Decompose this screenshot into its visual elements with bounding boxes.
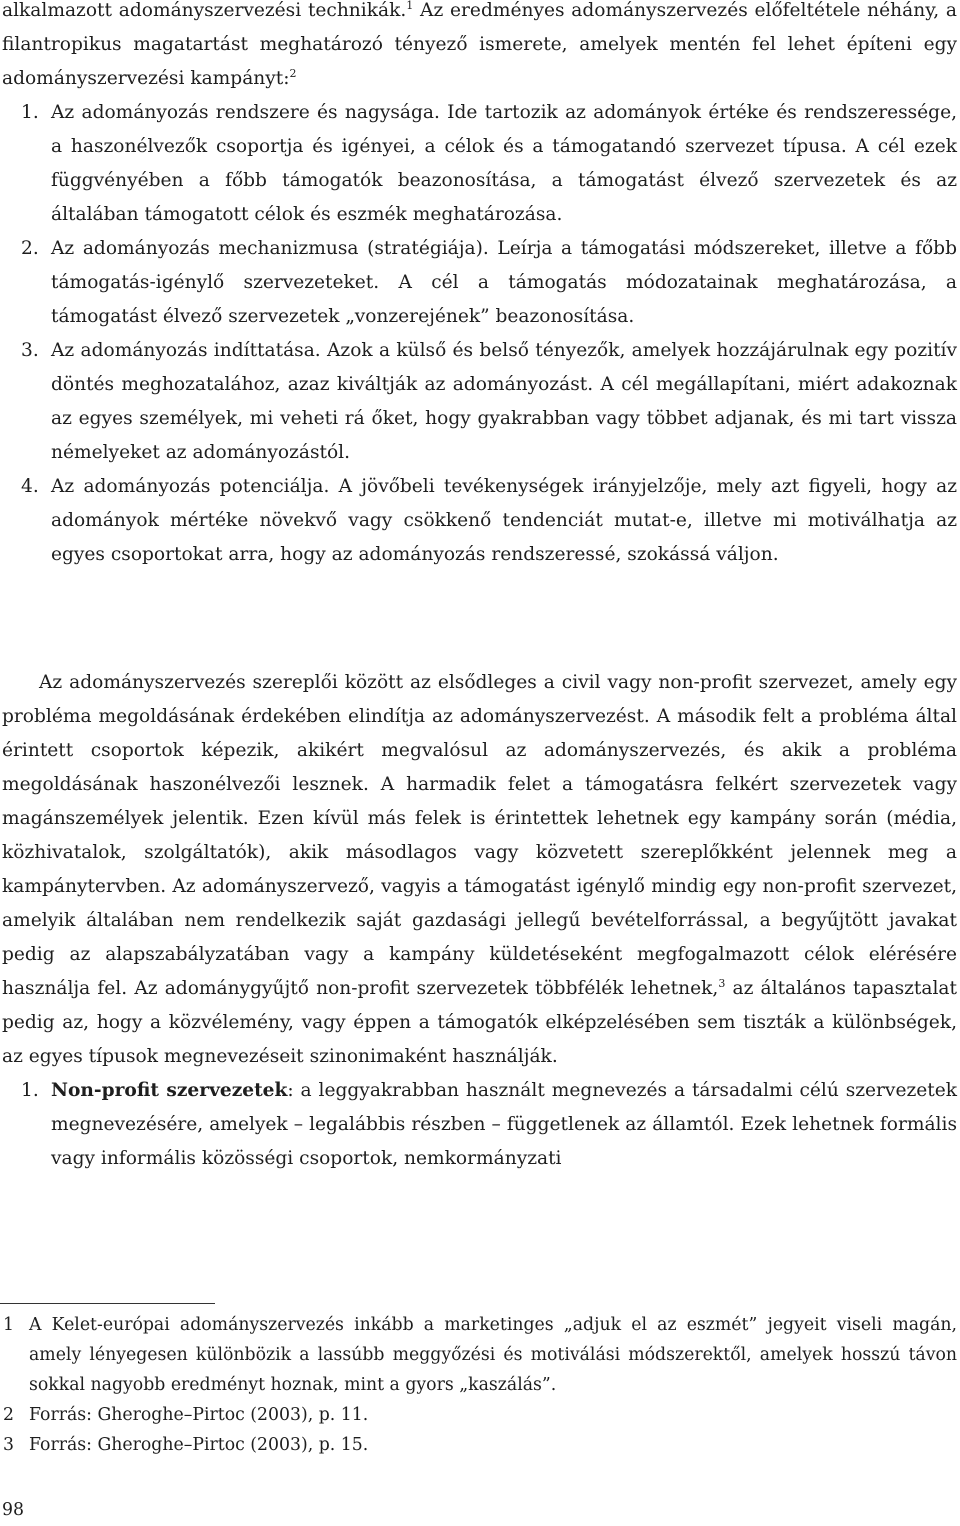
intro-text-1: alkalmazott adományszervezési technikák. xyxy=(2,0,407,21)
footnote-separator xyxy=(0,1303,215,1304)
list-item-number: 3. xyxy=(21,340,39,361)
footnote-text: A Kelet-európai adományszervezés inkább a marketinges „adjuk el az eszmét” jegyeit viseli magán, amely lényegesen különbözik a lassúbb meggyőzési és motiválási módszerektől, amelyek hosszú távon sokkal nagyobb eredményt hoznak, mint a gyors „kaszálás”. xyxy=(29,1315,957,1395)
list-item-number: 2. xyxy=(21,238,39,259)
body-text-continued xyxy=(2,666,957,1176)
footnote-number: 1 xyxy=(3,1315,14,1335)
list-item-term: Non-profit szervezetek xyxy=(51,1080,288,1101)
footnote-text: Forrás: Gheroghe–Pirtoc (2003), p. 15. xyxy=(29,1435,369,1455)
footnote xyxy=(0,1430,957,1460)
page-number: 98 xyxy=(2,1500,24,1520)
list-item-number: 1. xyxy=(21,102,39,123)
list-item-text: A jövőbeli tevékenységek irányjelzője, mely azt figyeli, hogy az adományok mértéke növekvő vagy csökkenő tendenciát mutat-e, illetve mi motiválhatja az egyes csoportokat arra, hogy az adományozás rendszeressé, szokássá váljon. xyxy=(51,476,957,565)
list-item-number: 1. xyxy=(21,1080,39,1101)
list-item-text: Ide tartozik az adományok értéke és rendszeressége, a haszonélvezők csoportja és igényei, a célok és a támogatandó szervezet típusa. A cél ezek függvényében a főbb támogatók beazonosítása, a támogatást élvező szervezetek és az általában támogatott célok és eszmék meghatározása. xyxy=(51,102,958,225)
footnote-reference: 3 xyxy=(718,976,726,990)
list-item xyxy=(2,334,957,470)
paragraph-text-2: az általános tapasztalat pedig az, hogy a közvélemény, vagy éppen a támogatók elképzelésében sem tiszták a különbségek, az egyes típusok megnevezéseit szinonimaként használják. xyxy=(2,978,957,1067)
body-paragraph xyxy=(2,666,957,1074)
list-item-heading: Az adományozás mechanizmusa (stratégiája). xyxy=(51,238,489,259)
intro-text-2: Az eredményes adományszervezés előfeltétele néhány, a filantropikus magatartást meghatározó tényező ismerete, amelyek mentén fel lehet építeni egy adományszervezési kampányt: xyxy=(2,0,957,89)
list-item-heading: Az adományozás rendszere és nagysága. xyxy=(51,102,440,123)
intro-paragraph xyxy=(2,0,957,96)
footnote-text: Forrás: Gheroghe–Pirtoc (2003), p. 11. xyxy=(29,1405,369,1425)
footnote xyxy=(0,1400,957,1430)
list-item-text: : a leggyakrabban használt megnevezés a társadalmi célú szervezetek megnevezésére, amelyek – legalábbis részben – függetlenek az államtól. Ezek lehetnek formális vagy informális közösségi csoportok, nemkormányzati xyxy=(51,1080,957,1169)
footnote-number: 2 xyxy=(3,1405,14,1425)
list-item xyxy=(2,96,957,232)
body-text xyxy=(2,0,957,572)
footnote-reference: 1 xyxy=(406,0,414,12)
list-item xyxy=(2,470,957,572)
footnote xyxy=(0,1310,957,1400)
list-item-number: 4. xyxy=(21,476,39,497)
list-item-heading: Az adományozás potenciálja. xyxy=(51,476,330,497)
list-item-text: Leírja a támogatási módszereket, illetve a főbb támogatás-igénylő szervezeteket. A cél a támogatás módozatainak meghatározása, a támogatást élvező szervezetek „vonzerejének” beazonosítása. xyxy=(51,238,957,327)
footnote-number: 3 xyxy=(3,1435,14,1455)
list-item xyxy=(2,1074,957,1176)
type-list xyxy=(2,1074,957,1176)
list-item xyxy=(2,232,957,334)
footnote-reference: 2 xyxy=(289,66,297,80)
list-item-heading: Az adományozás indíttatása. xyxy=(51,340,321,361)
factor-list xyxy=(2,96,957,572)
paragraph-text-1: Az adományszervezés szereplői között az elsődleges a civil vagy non-profit szervezet, amely egy probléma megoldásának érdekében elindítja az adományszervezést. A második felt a probléma által érintett csoportok képezik, akikért megvalósul az adományszervezés, és akik a probléma megoldásának haszonélvezői lesznek. A harmadik felet a támogatásra felkért szervezetek vagy magánszemélyek jelentik. Ezen kívül más felek is érintettek lehetnek egy kampány során (média, közhivatalok, szolgáltatók), akik másodlagos vagy közvetett szereplőkként jelennek meg a kampánytervben. Az adományszervező, vagyis a támogatást igénylő mindig egy non-profit szervezet, amelyik általában nem rendelkezik saját gazdasági jellegű bevételforrással, a begyűjtött javakat pedig az alapszabályzatában vagy a kampány küldetéseként megfogalmazott célok elérésére használja fel. Az adománygyűjtő non-profit szervezetek többfélék lehetnek, xyxy=(2,672,957,999)
list-item-text: Azok a külső és belső tényezők, amelyek hozzájárulnak egy pozitív döntés meghozatalához, azaz kiváltják az adományozást. A cél megállapítani, miért adakoznak az egyes személyek, mi veheti rá őket, hogy gyakrabban vagy többet adjanak, és mi tart vissza némelyeket az adományozástól. xyxy=(51,340,957,463)
footnotes xyxy=(0,1310,957,1460)
